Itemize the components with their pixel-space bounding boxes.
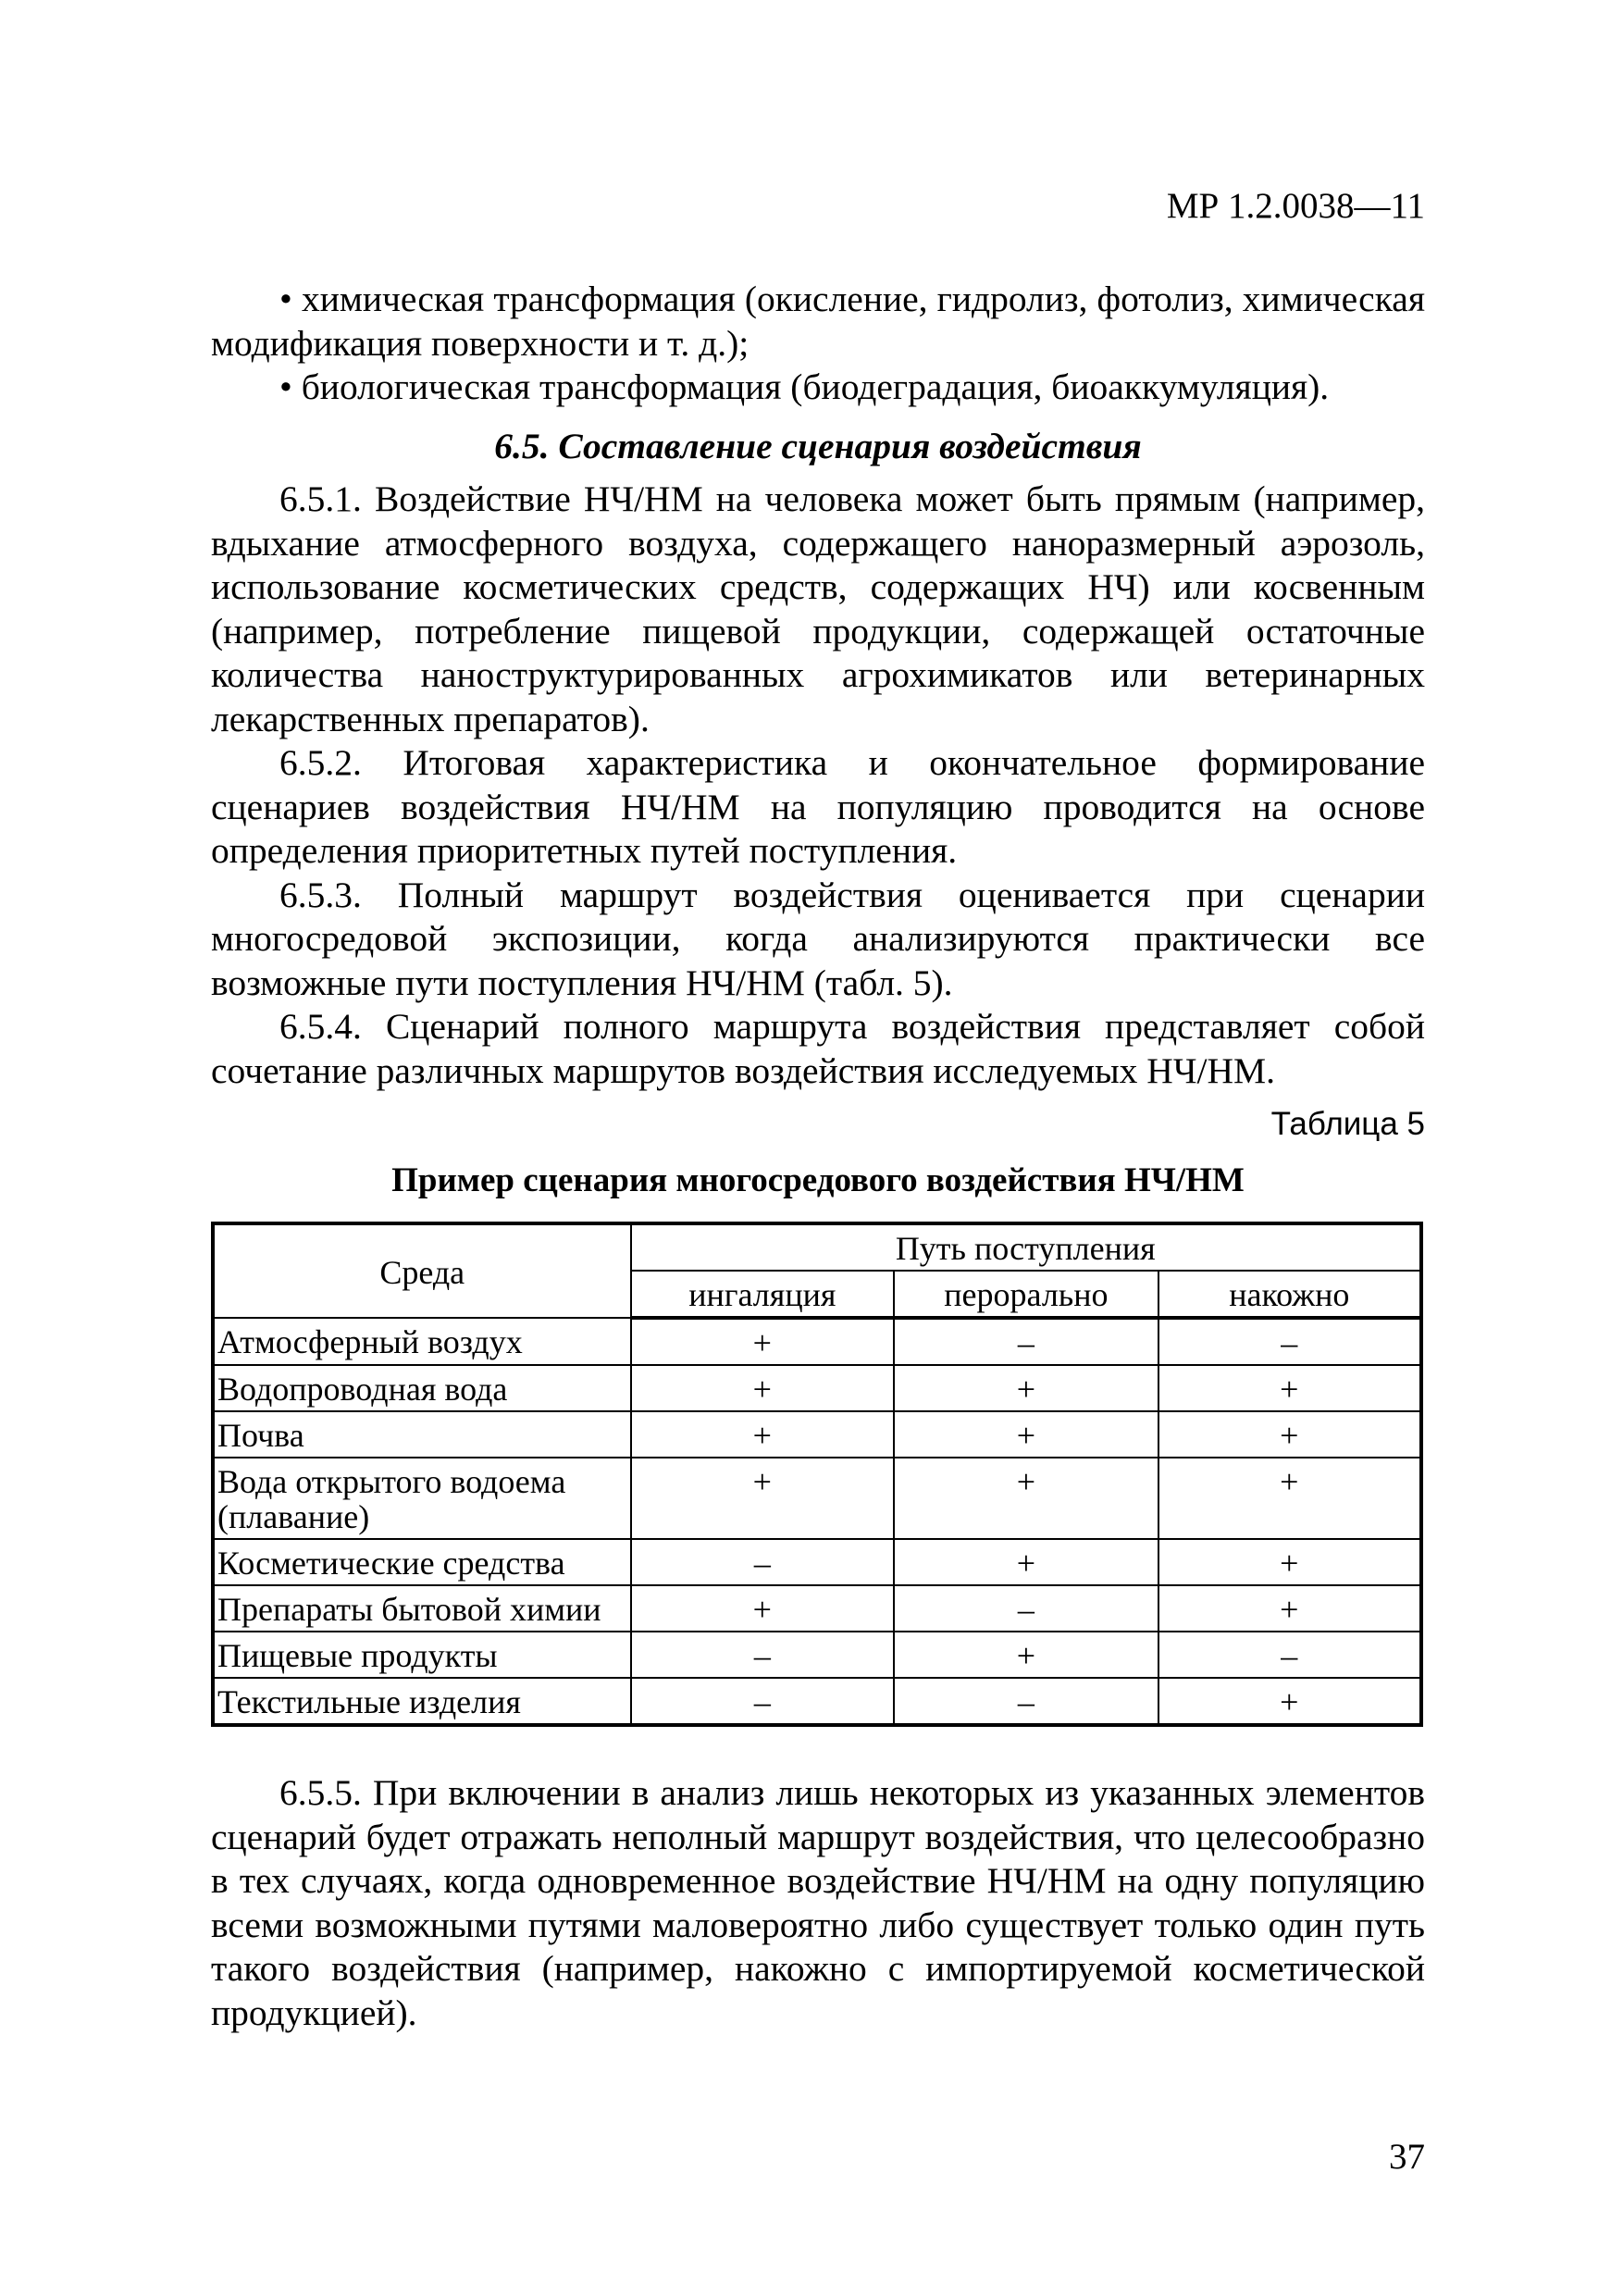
cell-oral: – <box>894 1585 1158 1632</box>
page-number: 37 <box>1389 2137 1425 2177</box>
row-environment: Вода открытого водоема (плавание) <box>213 1458 631 1539</box>
table-row <box>213 1585 1421 1632</box>
cell-oral: + <box>894 1411 1158 1458</box>
cell-dermal: + <box>1158 1585 1421 1632</box>
cell-oral: + <box>894 1539 1158 1585</box>
table-label: Таблица 5 <box>1270 1106 1425 1142</box>
paragraph-6-5-1: 6.5.1. Воздействие НЧ/НМ на человека может быть прямым (например, вдыхание атмосферного воздуха, содержащего наноразмерный аэрозоль, использование косметических средств, содержащих НЧ) или косвенным (например, потребление пищевой продукции, содержащей остаточные количества наноструктурированных агрохимикатов или ветеринарных лекарственных препаратов). <box>211 478 1425 739</box>
row-environment: Текстильные изделия <box>213 1678 631 1725</box>
cell-dermal: – <box>1158 1632 1421 1678</box>
cell-inhalation: + <box>631 1365 895 1411</box>
cell-inhalation: – <box>631 1678 895 1725</box>
cell-inhalation: + <box>631 1458 895 1539</box>
cell-dermal: + <box>1158 1678 1421 1725</box>
table-row <box>213 1411 1421 1458</box>
cell-dermal: + <box>1158 1411 1421 1458</box>
bullet-chemical-transformation: • химическая трансформация (окисление, гидролиз, фотолиз, химическая модификация поверхности и т. д.); <box>211 279 1425 364</box>
page-content <box>211 278 1425 2035</box>
exposure-scenario-table <box>211 1222 1423 1727</box>
paragraph-6-5-4: 6.5.4. Сценарий полного маршрута воздействия представляет собой сочетание различных маршрутов воздействия исследуемых НЧ/НМ. <box>211 1006 1425 1091</box>
row-environment: Почва <box>213 1411 631 1458</box>
paragraph-6-5-3: 6.5.3. Полный маршрут воздействия оценивается при сценарии многосредовой экспозиции, когда анализируются практически все возможные пути поступления НЧ/НМ (табл. 5). <box>211 874 1425 1003</box>
row-environment: Пищевые продукты <box>213 1632 631 1678</box>
cell-inhalation: – <box>631 1632 895 1678</box>
cell-inhalation: + <box>631 1318 895 1365</box>
paragraph-6-5-2: 6.5.2. Итоговая характеристика и окончательное формирование сценариев воздействия НЧ/НМ на популяцию проводится на основе определения приоритетных путей поступления. <box>211 742 1425 871</box>
row-environment: Препараты бытовой химии <box>213 1585 631 1632</box>
table-row <box>213 1678 1421 1725</box>
row-environment: Водопроводная вода <box>213 1365 631 1411</box>
table-row <box>213 1458 1421 1539</box>
cell-dermal: – <box>1158 1318 1421 1365</box>
cell-inhalation: + <box>631 1411 895 1458</box>
column-header-dermal: накожно <box>1158 1271 1421 1318</box>
column-group-header-route: Путь поступления <box>631 1223 1422 1271</box>
paragraph-6-5-5: 6.5.5. При включении в анализ лишь некоторых из указанных элементов сценарий будет отражать неполный маршрут воздействия, что целесообразно в тех случаях, когда одновременное воздействие НЧ/НМ на одну популяцию всеми возможными путями маловероятно либо существует только один путь такого воздействия (например, накожно с импортируемой косметической продукцией). <box>211 1772 1425 2033</box>
bullet-biological-transformation: • биологическая трансформация (биодеградация, биоаккумуляция). <box>279 366 1330 407</box>
cell-dermal: + <box>1158 1458 1421 1539</box>
cell-oral: – <box>894 1318 1158 1365</box>
column-header-inhalation: ингаляция <box>631 1271 895 1318</box>
cell-inhalation: + <box>631 1585 895 1632</box>
row-environment: Атмосферный воздух <box>213 1318 631 1365</box>
table-row <box>213 1632 1421 1678</box>
table-row <box>213 1318 1421 1365</box>
cell-oral: + <box>894 1458 1158 1539</box>
table-title: Пример сценария многосредового воздействия НЧ/НМ <box>391 1161 1245 1199</box>
table-row <box>213 1365 1421 1411</box>
cell-dermal: + <box>1158 1365 1421 1411</box>
document-code: МР 1.2.0038—11 <box>1166 186 1425 226</box>
section-title: 6.5. Составление сценария воздействия <box>494 425 1142 466</box>
cell-oral: + <box>894 1365 1158 1411</box>
cell-oral: – <box>894 1678 1158 1725</box>
table-row <box>213 1539 1421 1585</box>
cell-dermal: + <box>1158 1539 1421 1585</box>
row-environment: Косметические средства <box>213 1539 631 1585</box>
cell-oral: + <box>894 1632 1158 1678</box>
column-header-oral: перорально <box>894 1271 1158 1318</box>
cell-inhalation: – <box>631 1539 895 1585</box>
column-header-environment: Среда <box>213 1223 631 1318</box>
